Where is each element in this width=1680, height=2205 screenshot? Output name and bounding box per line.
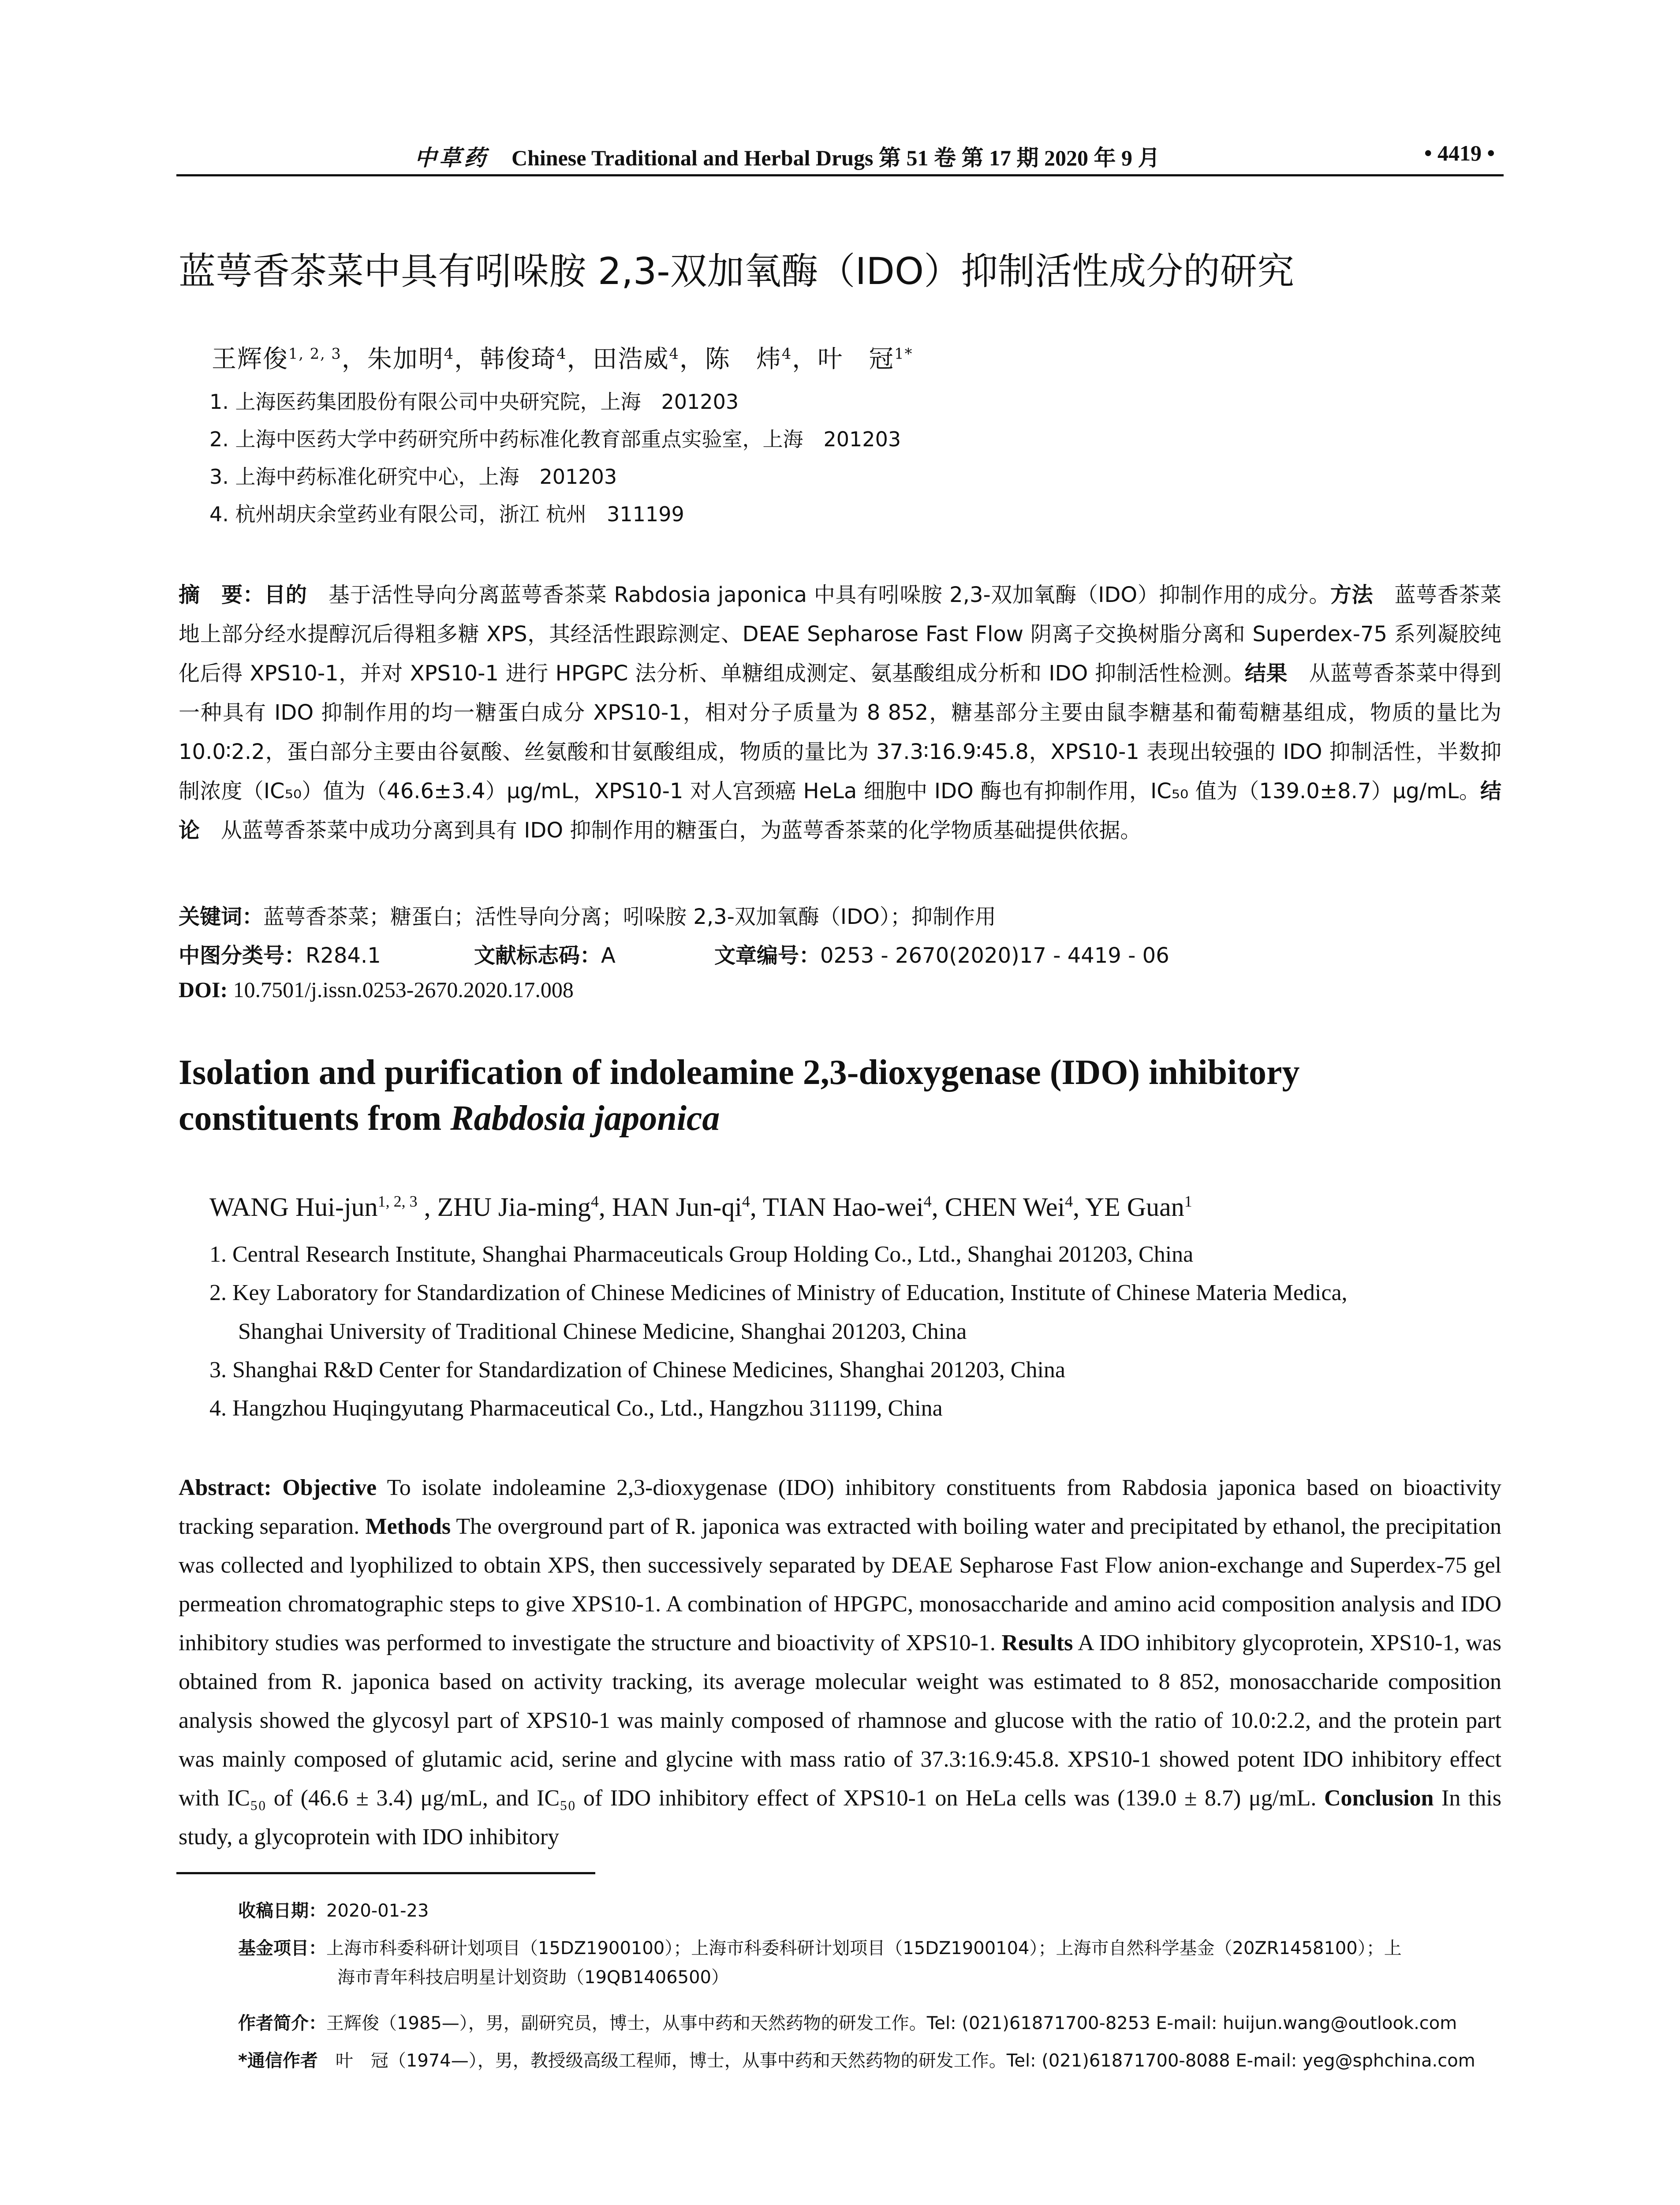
article-number: 0253 - 2670(2020)17 - 4419 - 06 [820,943,1169,968]
en-conclusion-label: Conclusion [1324,1786,1434,1811]
received-date: 收稿日期：2020-01-23 [238,1901,429,1921]
doc-code: A [601,943,616,968]
doi[interactable]: 10.7501/j.issn.0253-2670.2020.17.008 [228,977,574,1002]
conclusion-text: 从蓝萼香茶菜中成功分离到具有 IDO 抑制作用的糖蛋白，为蓝萼香茶菜的化学物质基础提供依据。 [200,818,1142,843]
english-abstract [179,1469,1501,1857]
header-rule [176,174,1504,176]
conclusion-label: 结论 [179,779,1501,843]
chinese-title: 蓝萼香茶菜中具有吲哚胺 2,3-双加氧酶（IDO）抑制活性成分的研究 [179,250,1295,293]
english-title-line-1: Isolation and purification of indoleamine 2,3-dioxygenase (IDO) inhibitory [179,1053,1300,1092]
doc-code-label: 文献标志码： [474,943,601,968]
en-abstract-label: Abstract: [179,1475,283,1500]
running-header [176,140,1504,176]
keywords-label: 关键词： [179,904,264,929]
results-text: 从蓝萼香茶菜中得到一种具有 IDO 抑制作用的均一糖蛋白成分 XPS10-1，相对分子质量为 8 852，糖基部分主要由鼠李糖基和葡萄糖基组成，物质的量比为 10.0∶2.2，蛋白部分主要由谷氨酸、丝氨酸和甘氨酸组成，物质的量比为 37.3∶16.9∶45.8，XPS10-1 表现出较强的 IDO 抑制活性，半数抑制浓度（IC₅₀）值为（46.6±3.4）μg/mL，XPS10-1 对人宫颈癌 HeLa 细胞中 IDO 酶也有抑制作用，IC₅₀ 值为（139.0±8.7）μg/mL。 [179,661,1501,804]
en-results-text: A IDO inhibitory glycoprotein, XPS10-1, was obtained from R. japonica based on activity tracking, its average molecular weight was estimated to 8 852, monosaccharide composition analysis showed the glycosyl part of XPS10-1 was mainly composed of rhamnose and glucose with the ratio of 10.0:2.2, and the protein part was mainly composed of glutamic acid, serine and glycine with mass ratio of 37.3:16.9:45.8. XPS10-1 showed potent IDO inhibitory effect with IC₅₀ of (46.6 ± 3.4) μg/mL, and IC₅₀ of IDO inhibitory effect of XPS10-1 on HeLa cells was (139.0 ± 8.7) μg/mL. [179,1630,1501,1811]
english-affiliation-3: 3. Shanghai R&D Center for Standardization of Chinese Medicines, Shanghai 201203, China [209,1357,1065,1383]
english-title [179,1050,1501,1141]
journal-issue-line: Chinese Traditional and Herbal Drugs 第 51 卷 第 17 期 2020 年 9 月 [511,146,1160,170]
clc-code: R284.1 [306,943,381,968]
objective-label: 目的 [264,583,307,607]
methods-label: 方法 [1330,583,1374,607]
en-methods-text: The overground part of R. japonica was extracted with boiling water and precipitated by ethanol, the precipitation was collected and lyophilized to obtain XPS, then successively separated by DEAE Sepharose Fast Flow anion-exchange and Superdex-75 gel permeation chromatographic steps to give XPS10-1. A combination of HPGPC, monosaccharide and amino acid composition analysis and IDO inhibitory studies was performed to investigate the structure and bioactivity of XPS10-1. [179,1514,1501,1656]
chinese-authors: 王辉俊$^{1, 2, 3}$，朱加明$^4$，韩俊琦$^4$，田浩威$^4$，陈 炜$^4$，叶 冠$^{1*}$ [212,345,913,374]
objective-text: 基于活性导向分离蓝萼香茶菜 Rabdosia japonica 中具有吲哚胺 2,3-双加氧酶（IDO）抑制作用的成分。 [307,583,1330,607]
results-label: 结果 [1244,661,1288,686]
en-methods-label: Methods [365,1514,451,1539]
english-affiliation-2: 2. Key Laboratory for Standardization of Chinese Medicines of Ministry of Education, Institute of Chinese Materia Medica, [209,1280,1348,1305]
keywords-line [179,900,996,930]
doi-label: DOI: [179,977,228,1002]
species-name: Rabdosia japonica [450,1099,720,1138]
en-objective-text: To isolate indoleamine 2,3-dioxygenase (IDO) inhibitory constituents from Rabdosia japonica based on bioactivity tracking separation. [179,1475,1501,1539]
chinese-affiliation-1: 1. 上海医药集团股份有限公司中央研究院，上海 201203 [209,390,739,414]
corresponding-author: *通信作者 叶 冠（1974—），男，教授级高级工程师，博士，从事中药和天然药物的研发工作。Tel: (021)61871700-8088 E-mail: yeg@sphchina.com [238,2051,1475,2071]
en-conclusion-text: In this study, a glycoprotein with IDO inhibitory [179,1786,1501,1850]
en-objective-label: Objective [282,1475,377,1500]
chinese-affiliation-4: 4. 杭州胡庆余堂药业有限公司，浙江 杭州 311199 [209,502,684,526]
chinese-abstract [179,576,1501,850]
page-number: • 4419 • [1424,141,1495,165]
article-number-label: 文章编号： [714,943,821,968]
author-bio: 作者简介：王辉俊（1985—），男，副研究员，博士，从事中药和天然药物的研发工作。Tel: (021)61871700-8253 E-mail: huijun.wang@outlook.com [238,2013,1457,2033]
clc-label: 中图分类号： [179,943,306,968]
classification-line [179,938,1501,969]
english-authors: WANG Hui-jun$^{1, 2, 3}$ , ZHU Jia-ming$^4$, HAN Jun-$qi^4$, TIAN Hao-wei$^4$, CHEN Wei$^4$, YE Guan$^1$ [209,1192,1192,1222]
english-affiliation-2-cont: Shanghai University of Traditional Chinese Medicine, Shanghai 201203, China [238,1319,967,1344]
english-affiliation-1: 1. Central Research Institute, Shanghai Pharmaceuticals Group Holding Co., Ltd., Shanghai 201203, China [209,1242,1194,1267]
footnote-rule [176,1872,595,1874]
methods-text: 蓝萼香茶菜地上部分经水提醇沉后得粗多糖 XPS，其经活性跟踪测定、DEAE Sepharose Fast Flow 阴离子交换树脂分离和 Superdex-75 系列凝胶纯化后得 XPS10-1，并对 XPS10-1 进行 HPGPC 法分析、单糖组成测定、氨基酸组成分析和 IDO 抑制活性检测。 [179,583,1501,686]
journal-logo: 中草药 [414,145,489,171]
en-results-label: Results [1001,1630,1073,1656]
funding: 基金项目：上海市科委科研计划项目（15DZ1900100）；上海市科委科研计划项目（15DZ1900104）；上海市自然科学基金（20ZR1458100）；上 海市青年科技启明星计划资助（19QB1406500） [238,1938,1402,1988]
doi-line [179,977,574,1002]
keywords: 蓝萼香茶菜；糖蛋白；活性导向分离；吲哚胺 2,3-双加氧酶（IDO）；抑制作用 [263,904,996,929]
english-title-line-2: constituents from Rabdosia japonica [179,1099,720,1138]
english-affiliation-4: 4. Hangzhou Huqingyutang Pharmaceutical Co., Ltd., Hangzhou 311199, China [209,1396,943,1421]
abstract-label: 摘 要： [179,583,265,607]
chinese-affiliation-2: 2. 上海中医药大学中药研究所中药标准化教育部重点实验室，上海 201203 [209,427,901,451]
chinese-affiliation-3: 3. 上海中药标准化研究中心，上海 201203 [209,465,617,489]
